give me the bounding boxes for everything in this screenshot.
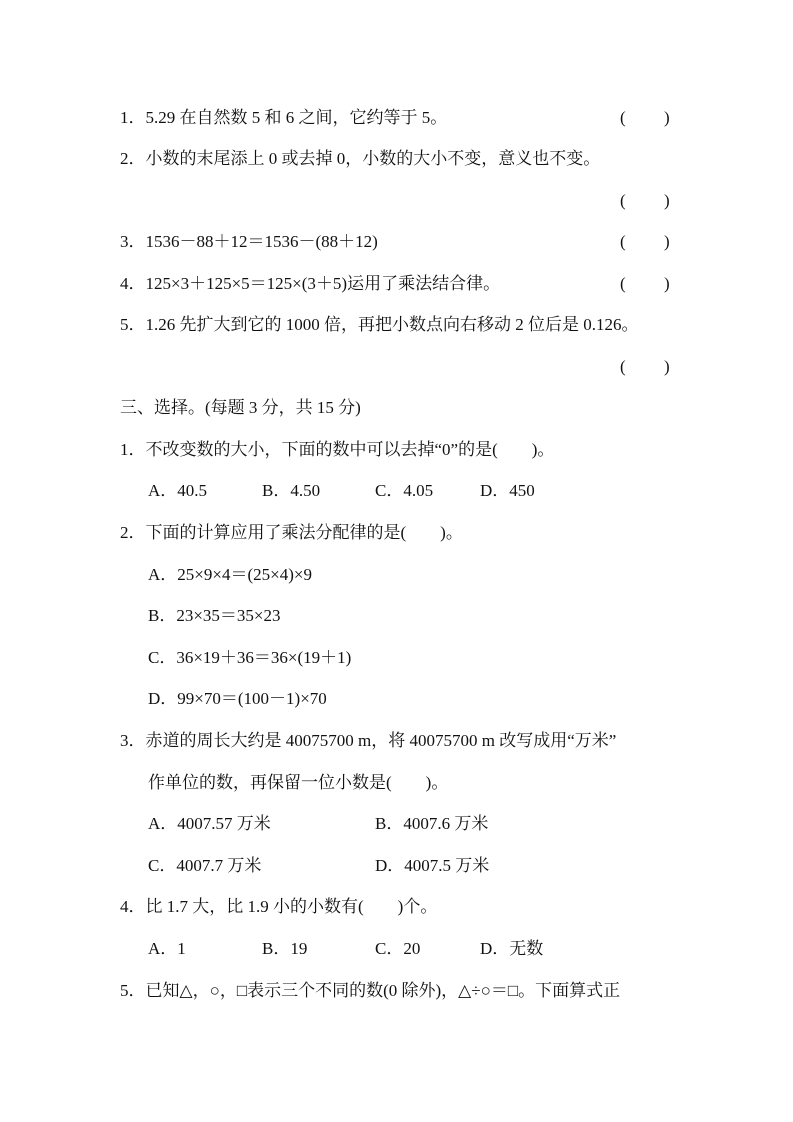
q3-option-d[interactable]: D．4007.5 万米 — [375, 856, 490, 875]
judgement-item-2 — [120, 149, 600, 169]
q1-option-c[interactable]: C．4.05 — [375, 481, 434, 500]
item-number: 1． — [120, 108, 146, 127]
q1-option-b[interactable]: B．4.50 — [262, 481, 321, 500]
question-3 — [120, 731, 616, 751]
question-text: 已知△，○，□表示三个不同的数(0 除外)，△÷○＝□。下面算式正 — [145, 981, 621, 1000]
item-text: 1.26 先扩大到它的 1000 倍，再把小数点向右移动 2 位后是 0.126。 — [145, 315, 639, 334]
item-text: 5.29 在自然数 5 和 6 之间，它约等于 5。 — [145, 108, 448, 127]
question-number: 5． — [120, 981, 146, 1000]
q3-option-b[interactable]: B．4007.6 万米 — [375, 814, 489, 833]
q3-option-a[interactable]: A．4007.57 万米 — [148, 814, 271, 833]
question-text: 比 1.7 大，比 1.9 小的小数有( )个。 — [145, 897, 438, 916]
item-text: 125×3＋125×5＝125×(3＋5)运用了乘法结合律。 — [145, 274, 501, 293]
q1-option-a[interactable]: A．40.5 — [148, 481, 208, 500]
question-5 — [120, 981, 620, 1001]
judgement-item-5 — [120, 315, 639, 335]
q2-option-c[interactable]: C．36×19＋36＝36×(19＋1) — [148, 648, 352, 667]
q2-option-d[interactable]: D．99×70＝(100－1)×70 — [148, 689, 327, 708]
question-text: 赤道的周长大约是 40075700 m，将 40075700 m 改写成用“万米” — [145, 731, 617, 750]
question-number: 2． — [120, 523, 146, 542]
judgement-item-4 — [120, 274, 500, 294]
question-4 — [120, 897, 437, 917]
q2-option-b[interactable]: B．23×35＝35×23 — [148, 606, 281, 625]
question-number: 4． — [120, 897, 146, 916]
item-text: 1536－88＋12＝1536－(88＋12) — [145, 232, 378, 251]
question-number: 3． — [120, 731, 146, 750]
question-2 — [120, 523, 463, 543]
judgement-item-1 — [120, 108, 447, 128]
judgement-item-3 — [120, 232, 378, 252]
question-text: 不改变数的大小，下面的数中可以去掉“0”的是( )。 — [145, 440, 555, 459]
q4-option-d[interactable]: D．无数 — [480, 939, 544, 958]
q4-option-c[interactable]: C．20 — [375, 939, 421, 958]
item-number: 2． — [120, 149, 146, 168]
item-number: 3． — [120, 232, 146, 251]
question-3-continued: 作单位的数，再保留一位小数是( )。 — [148, 773, 449, 792]
question-number: 1． — [120, 440, 146, 459]
section-heading: 三、选择。(每题 3 分，共 15 分) — [120, 398, 361, 417]
q4-option-a[interactable]: A．1 — [148, 939, 186, 958]
question-1 — [120, 440, 554, 460]
item-number: 4． — [120, 274, 146, 293]
q3-option-c[interactable]: C．4007.7 万米 — [148, 856, 262, 875]
q4-option-b[interactable]: B．19 — [262, 939, 308, 958]
q1-option-d[interactable]: D．450 — [480, 481, 535, 500]
question-text: 下面的计算应用了乘法分配律的是( )。 — [145, 523, 463, 542]
q2-option-a[interactable]: A．25×9×4＝(25×4)×9 — [148, 565, 312, 584]
item-text: 小数的末尾添上 0 或去掉 0，小数的大小不变，意义也不变。 — [145, 149, 601, 168]
item-number: 5． — [120, 315, 146, 334]
